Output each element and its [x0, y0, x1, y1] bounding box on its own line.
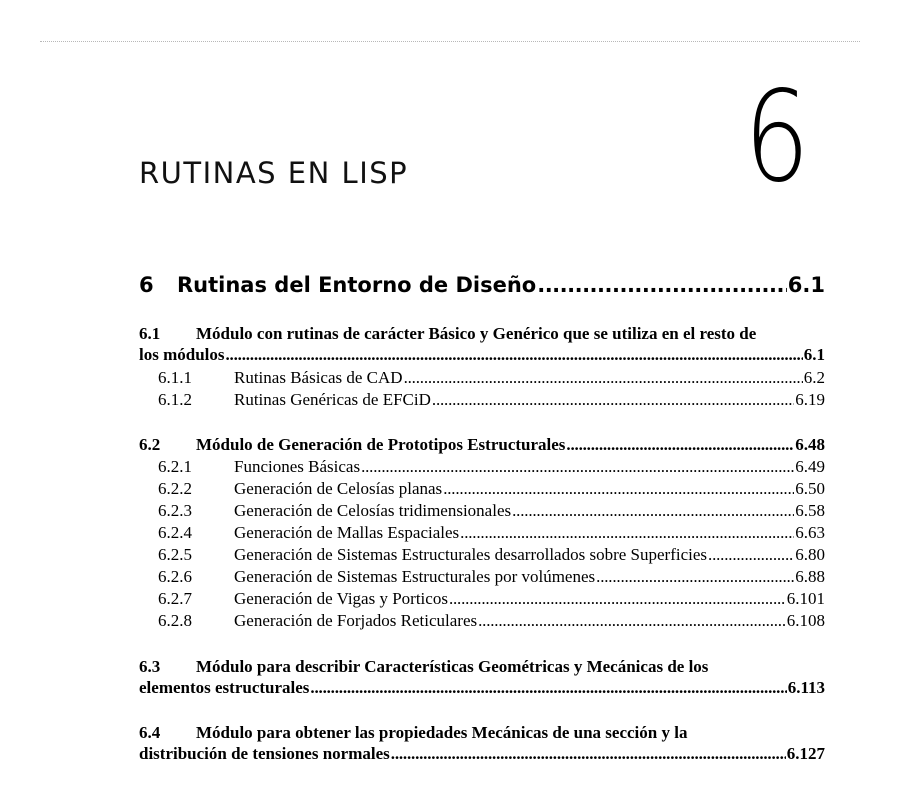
toc-entry-title: Módulo de Generación de Prototipos Estructurales: [196, 435, 566, 454]
toc-section-6-2[interactable]: [139, 435, 825, 457]
toc-entry-title: Generación de Sistemas Estructurales por volúmenes: [234, 567, 596, 586]
dot-leader: [443, 479, 794, 499]
toc-entry-page: 6.19: [795, 390, 825, 409]
toc-entry-title: Módulo con rutinas de carácter Básico y Genérico que se utiliza en el resto de: [196, 324, 757, 343]
toc-subsection-6-2-4[interactable]: [158, 523, 825, 545]
dot-leader: [537, 273, 787, 297]
toc-entry-title: Generación de Forjados Reticulares: [234, 611, 478, 630]
dot-leader: [478, 611, 786, 631]
dot-leader: [361, 457, 794, 477]
toc-entry-title: Generación de Mallas Espaciales: [234, 523, 460, 542]
toc-subsection-6-2-2[interactable]: [158, 479, 825, 501]
dot-leader: [460, 523, 794, 543]
toc-entry-page: 6.101: [786, 589, 825, 608]
toc-entry-number: 6.1.2: [158, 390, 192, 409]
toc-entry-title-cont: distribución de tensiones normales: [139, 744, 390, 763]
toc-entry-page: 6.108: [786, 611, 825, 630]
toc-entry-number: 6.2.4: [158, 523, 192, 542]
toc-subsection-6-2-7[interactable]: [158, 589, 825, 611]
toc-subsection-6-2-1[interactable]: [158, 457, 825, 479]
dot-leader: [310, 678, 786, 698]
toc-subsection-6-2-6[interactable]: [158, 567, 825, 589]
toc-entry-number: 6.2.7: [158, 589, 192, 608]
toc-section-6-3-heading[interactable]: [139, 656, 825, 678]
toc-entry-title: Rutinas Genéricas de EFCiD: [234, 390, 431, 409]
toc-entry-title: Generación de Vigas y Porticos: [234, 589, 448, 608]
toc-entry-number: 6.1: [139, 324, 161, 343]
dot-leader: [512, 501, 794, 521]
header-rule: [40, 41, 860, 42]
toc-entry-chapter-6[interactable]: [139, 273, 825, 305]
toc-entry-page: 6.48: [795, 435, 825, 454]
toc-entry-page: 6.2: [803, 368, 825, 387]
toc-entry-title: Rutinas Básicas de CAD: [234, 368, 403, 387]
toc-entry-page: 6.50: [795, 479, 825, 498]
toc-section-6-4-heading[interactable]: [139, 722, 825, 744]
toc-entry-title-cont: los módulos: [139, 345, 225, 364]
toc-entry-number: 6.2.3: [158, 501, 192, 520]
dot-leader: [708, 545, 794, 565]
dot-leader: [226, 345, 803, 365]
toc-entry-page: 6.113: [787, 678, 825, 697]
dot-leader: [391, 744, 786, 764]
toc-entry-number: 6.1.1: [158, 368, 192, 387]
toc-entry-title: Módulo para obtener las propiedades Mecánicas de una sección y la: [196, 723, 688, 742]
toc-entry-number: 6.2.6: [158, 567, 192, 586]
toc-section-6-1[interactable]: [139, 345, 825, 367]
toc-entry-number: 6.2: [139, 435, 161, 454]
toc-entry-page: 6.58: [795, 501, 825, 520]
toc-entry-page: 6.1: [787, 273, 825, 297]
toc-subsection-6-2-5[interactable]: [158, 545, 825, 567]
toc-entry-title: Generación de Celosías tridimensionales: [234, 501, 512, 520]
toc-entry-number: 6.2.2: [158, 479, 192, 498]
toc-subsection-6-2-8[interactable]: [158, 611, 825, 633]
toc-entry-page: 6.88: [795, 567, 825, 586]
dot-leader: [449, 589, 786, 609]
dot-leader: [404, 368, 803, 388]
toc-entry-title: Generación de Sistemas Estructurales desarrollados sobre Superficies: [234, 545, 708, 564]
dot-leader: [566, 435, 794, 455]
toc-entry-number: 6.2.1: [158, 457, 192, 476]
toc-subsection-6-1-1[interactable]: [158, 368, 825, 390]
toc-entry-number: 6: [139, 273, 154, 297]
toc-entry-page: 6.80: [795, 545, 825, 564]
toc-entry-title: Módulo para describir Características Geométricas y Mecánicas de los: [196, 657, 709, 676]
chapter-title: RUTINAS EN LISP: [139, 156, 409, 190]
toc-section-6-4[interactable]: [139, 744, 825, 766]
dot-leader: [596, 567, 794, 587]
toc-entry-title: Rutinas del Entorno de Diseño: [177, 273, 537, 297]
chapter-number: 6: [744, 63, 810, 210]
toc-entry-title-cont: elementos estructurales: [139, 678, 310, 697]
toc-entry-number: 6.4: [139, 723, 161, 742]
toc-entry-page: 6.127: [786, 744, 825, 763]
toc-entry-number: 6.2.8: [158, 611, 192, 630]
toc-subsection-6-1-2[interactable]: [158, 390, 825, 412]
toc-entry-number: 6.3: [139, 657, 161, 676]
dot-leader: [432, 390, 794, 410]
toc-section-6-3[interactable]: [139, 678, 825, 700]
toc-entry-page: 6.1: [803, 345, 825, 364]
toc-section-6-1-heading[interactable]: [139, 323, 825, 345]
toc-entry-title: Generación de Celosías planas: [234, 479, 443, 498]
toc-subsection-6-2-3[interactable]: [158, 501, 825, 523]
toc-entry-number: 6.2.5: [158, 545, 192, 564]
toc-entry-title: Funciones Básicas: [234, 457, 361, 476]
toc-entry-page: 6.49: [795, 457, 825, 476]
toc-entry-page: 6.63: [795, 523, 825, 542]
